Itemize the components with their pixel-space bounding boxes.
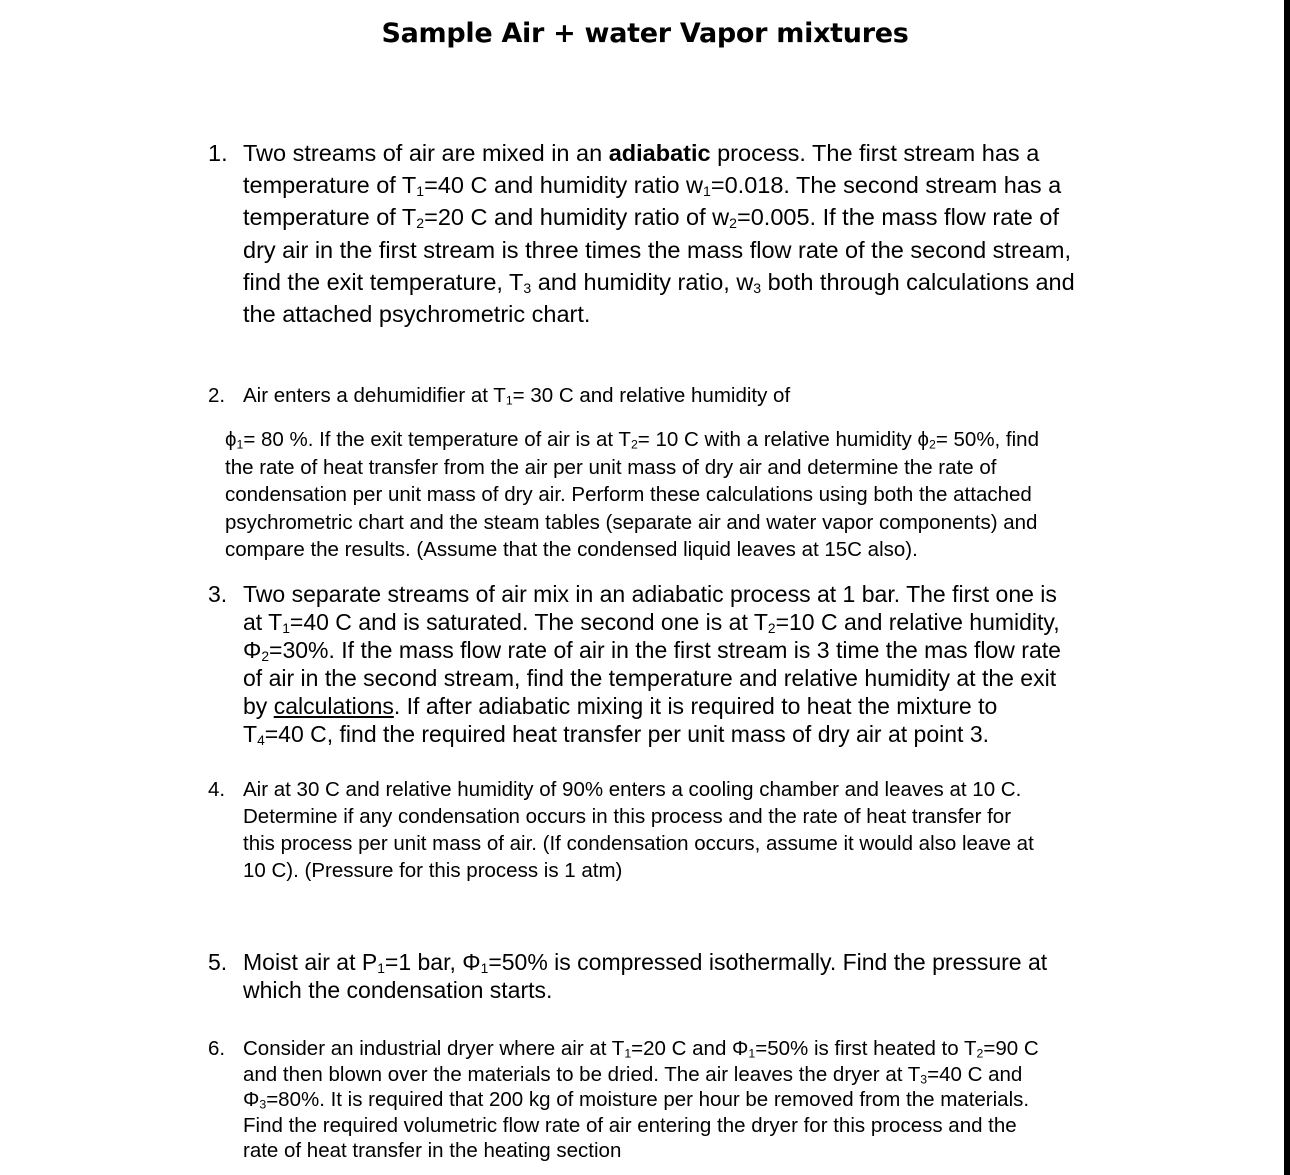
text-run: compare the results. (Assume that the condensed liquid leaves at 15C also).	[225, 538, 918, 561]
text-run: both through calculations and	[761, 268, 1075, 295]
problem-number: 4.	[208, 778, 226, 801]
text-run: at T	[243, 609, 283, 635]
text-run: =90 C	[983, 1037, 1039, 1060]
text-run: Air at 30 C and relative humidity of 90% enters a cooling chamber and leaves at 10 C.	[243, 778, 1022, 801]
text-run: dry air in the first stream is three times the mass flow rate of the second stream,	[243, 236, 1072, 263]
subscript: 1	[236, 437, 244, 452]
text-run: Moist air at P	[243, 949, 378, 975]
text-run: =1 bar, Φ	[384, 949, 481, 975]
text-run: Φ	[243, 637, 262, 663]
text-run: condensation per unit mass of dry air. Perform these calculations using both the attached	[225, 483, 1032, 506]
text-run: =0.018. The second stream has a	[710, 172, 1062, 199]
text-run: rate of heat transfer in the heating section	[243, 1139, 622, 1162]
problem-number: 1.	[208, 140, 228, 166]
text-run: and then blown over the materials to be dried. The air leaves the dryer at T	[243, 1062, 921, 1086]
text-line	[225, 481, 1039, 509]
text-run: Find the required volumetric flow rate of air entering the dryer for this process and the	[243, 1113, 1017, 1137]
problem-number: 3.	[208, 581, 228, 607]
text-line	[243, 636, 1061, 664]
subscript: 1	[624, 1046, 632, 1061]
text-line	[243, 382, 790, 409]
text-run: ϕ	[225, 428, 237, 451]
text-line	[243, 1036, 1039, 1062]
text-line	[243, 608, 1061, 636]
text-run: =20 C and humidity ratio of w	[424, 204, 730, 231]
text-run: process. The first stream has a	[710, 140, 1040, 166]
subscript: 1	[377, 960, 385, 976]
text-run: and humidity ratio, w	[531, 268, 754, 295]
text-run: =0.005. If the mass flow rate of	[737, 204, 1059, 231]
text-line	[243, 137, 1075, 169]
text-run: =40 C and humidity ratio w	[424, 172, 704, 199]
problem-number: 2.	[208, 384, 226, 407]
text-run: Air enters a dehumidifier at T	[243, 384, 506, 407]
text-line	[243, 830, 1034, 857]
subscript: 4	[257, 732, 265, 748]
text-run: by	[243, 693, 274, 719]
text-run: Determine if any condensation occurs in this process and the rate of heat transfer for	[243, 805, 1012, 828]
text-run: which the condensation starts.	[243, 977, 553, 1003]
text-run: psychrometric chart and the steam tables (separate air and water vapor components) and	[225, 510, 1038, 534]
subscript: 1	[416, 183, 425, 200]
text-run: 10 C). (Pressure for this process is 1 atm)	[243, 859, 623, 882]
problem-text	[243, 1036, 1039, 1164]
subscript: 3	[259, 1097, 267, 1112]
text-line	[243, 803, 1034, 830]
subscript: 1	[505, 393, 513, 408]
text-run: Φ	[243, 1088, 260, 1111]
subscript: 2	[416, 215, 425, 232]
text-run: this process per unit mass of air. (If condensation occurs, assume it would also leave at	[243, 832, 1034, 855]
subscript: 1	[282, 620, 290, 636]
subscript: 2	[929, 437, 936, 452]
text-run: = 80 %. If the exit temperature of air is at T	[243, 428, 631, 451]
text-line	[243, 976, 1047, 1004]
text-line	[225, 536, 1039, 564]
subscript: 2	[767, 620, 776, 636]
problem-number: 5.	[208, 949, 228, 975]
subscript: 1	[703, 183, 711, 200]
text-line	[243, 1087, 1039, 1113]
subscript: 2	[976, 1046, 984, 1061]
text-run: find the exit temperature, T	[243, 268, 524, 295]
text-run: temperature of T	[243, 204, 417, 231]
subscript: 3	[920, 1071, 928, 1086]
bold-term: adiabatic	[608, 140, 711, 166]
problem-text	[243, 137, 1075, 330]
subscript: 2	[261, 648, 270, 664]
page-edge-divider	[1284, 0, 1290, 1175]
text-line	[243, 1062, 1039, 1088]
text-line	[243, 857, 1034, 884]
text-run: = 50%, find	[935, 428, 1039, 451]
text-run: . If after adiabatic mixing it is required to heat the mixture to	[393, 693, 998, 719]
text-run: =40 C, find the required heat transfer per unit mass of dry air at point 3.	[264, 721, 990, 747]
text-run: Consider an industrial dryer where air at T	[243, 1037, 625, 1060]
text-line	[225, 454, 1039, 482]
text-run: = 30 C and relative humidity of	[512, 384, 791, 407]
text-run: =10 C and relative humidity,	[775, 609, 1060, 635]
subscript: 2	[729, 215, 737, 232]
text-run: = 10 C with a relative humidity ϕ	[637, 428, 929, 451]
text-run: temperature of T	[243, 172, 417, 199]
text-run: =20 C and Φ	[631, 1037, 749, 1060]
subscript: 3	[753, 279, 762, 296]
text-line	[225, 509, 1039, 537]
problem-text	[243, 948, 1047, 1004]
text-line	[243, 1113, 1039, 1139]
problem-number: 6.	[208, 1037, 226, 1060]
text-run: Two separate streams of air mix in an adiabatic process at 1 bar. The first one is	[243, 581, 1057, 607]
text-run: Two streams of air are mixed in an	[243, 140, 609, 166]
page-title: Sample Air + water Vapor mixtures	[381, 18, 909, 49]
problem-text	[225, 426, 1039, 564]
text-line	[243, 720, 1061, 748]
text-run: =30%. If the mass flow rate of air in the first stream is 3 time the mas flow rate	[269, 637, 1061, 663]
text-line	[243, 201, 1075, 233]
problem-text	[243, 776, 1034, 884]
text-run: =50% is compressed isothermally. Find the pressure at	[488, 949, 1048, 975]
text-run: =80%. It is required that 200 kg of moisture per hour be removed from the materials.	[266, 1088, 1030, 1111]
text-line	[243, 298, 1075, 330]
problem-text	[243, 580, 1061, 748]
text-run: =40 C and is saturated. The second one is at T	[289, 609, 768, 635]
text-line	[243, 234, 1075, 266]
subscript: 1	[480, 960, 489, 976]
text-line	[243, 266, 1075, 298]
text-line	[243, 664, 1061, 692]
underlined-term: calculations	[273, 693, 394, 719]
text-run: =50% is first heated to T	[755, 1037, 977, 1060]
text-run: T	[243, 721, 258, 747]
text-line	[243, 948, 1047, 976]
text-line	[243, 1138, 1039, 1164]
text-run: the rate of heat transfer from the air per unit mass of dry air and determine the rate of	[225, 455, 997, 479]
subscript: 2	[630, 437, 638, 452]
text-line	[243, 580, 1061, 608]
text-run: of air in the second stream, find the temperature and relative humidity at the exit	[243, 665, 1057, 691]
subscript: 3	[523, 279, 532, 296]
text-line	[225, 426, 1039, 454]
text-run: the attached psychrometric chart.	[243, 301, 591, 328]
text-run: =40 C and	[927, 1062, 1023, 1086]
subscript: 1	[748, 1046, 756, 1061]
text-line	[243, 169, 1075, 201]
text-line	[243, 692, 1061, 720]
text-line	[243, 776, 1034, 803]
